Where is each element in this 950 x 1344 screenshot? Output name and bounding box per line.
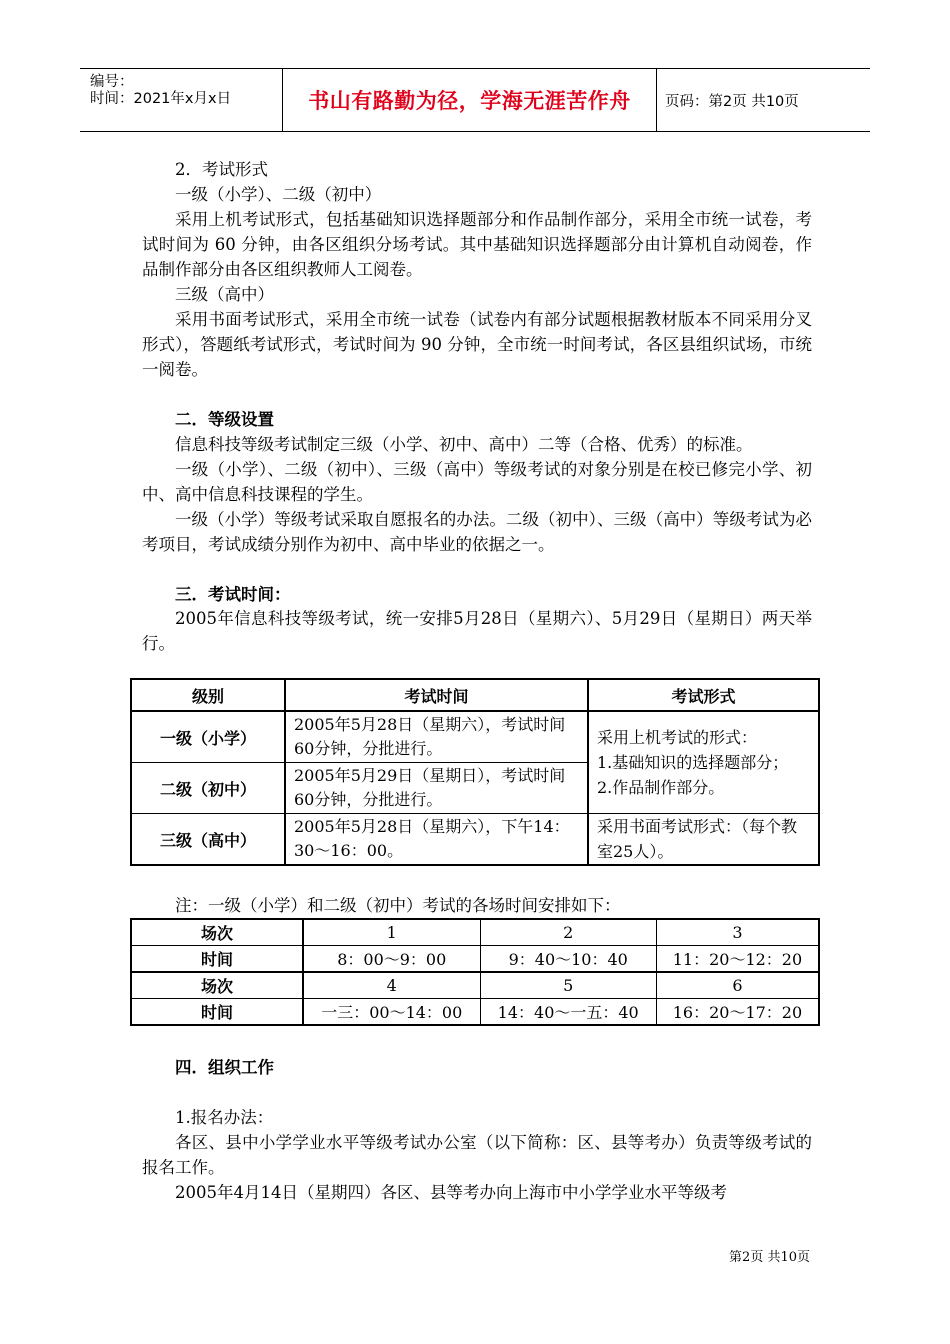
session-label: 场次 [131,972,303,999]
col-header-level: 级别 [131,679,285,711]
form-cell: 采用书面考试形式：（每个教室25人）。 [588,814,819,866]
page-header [80,68,870,132]
session-time-table [130,918,820,1026]
header-motto: 书山有路勤为径，学海无涯苦作舟 [282,69,657,131]
time-cell: 2005年5月28日（星期六），考试时间60分钟，分批进行。 [285,711,588,763]
org-heading: 四．组织工作 [175,1058,274,1077]
table-row [131,999,819,1026]
table-row [131,711,819,763]
time-para1: 2005年信息科技等级考试，统一安排5月28日（星期六）、5月29日（星期日）两天举行。 [142,609,812,653]
header-meta [80,69,282,131]
time-cell: 一三：00～14：00 [303,999,480,1026]
exam-form-para2: 采用书面考试形式，采用全市统一试卷（试卷内有部分试题根据教材版本不同采用分叉形式），答题纸考试形式，考试时间为 90 分钟，全市统一时间考试，各区县组织试场，市统一阅卷。 [142,310,812,379]
number-label: 编号： [90,74,134,90]
exam-schedule-table [130,678,820,866]
session-cell: 1 [303,919,480,946]
time-cell: 11：20～12：20 [656,946,819,973]
level-cell: 二级（初中） [131,763,285,814]
form-line: 1.基础知识的选择题部分； [597,753,789,772]
form-line: 采用上机考试的形式： [597,728,758,747]
form-cell-merged [588,711,819,814]
time-label: 时间：2021年x月x日 [90,91,232,107]
form-line: 2.作品制作部分。 [597,778,725,797]
table-row [131,814,819,866]
session-cell: 5 [480,972,656,999]
session-cell: 4 [303,972,480,999]
time-label: 时间 [131,999,303,1026]
levels-heading: 二．等级设置 [175,410,274,429]
time-cell: 8：00～9：00 [303,946,480,973]
exam-form-heading: 2．考试形式 [175,160,268,179]
session-cell: 3 [656,919,819,946]
levels-para3: 一级（小学）等级考试采取自愿报名的办法。二级（初中）、三级（高中）等级考试为必考项目，考试成绩分别作为初中、高中毕业的依据之一。 [142,510,812,554]
table-row [131,972,819,999]
exam-form-sub1: 一级（小学）、二级（初中） [175,185,382,204]
org-para1: 各区、县中小学学业水平等级考试办公室（以下简称：区、县等考办）负责等级考试的报名工作。 [142,1133,812,1177]
levels-para1: 信息科技等级考试制定三级（小学、初中、高中）二等（合格、优秀）的标准。 [175,435,753,454]
table-row [131,946,819,973]
levels-para2: 一级（小学）、二级（初中）、三级（高中）等级考试的对象分别是在校已修完小学、初中、高中信息科技课程的学生。 [142,460,812,504]
table-header-row [131,679,819,711]
exam-form-sub2: 三级（高中） [175,285,274,304]
time-cell: 16：20～17：20 [656,999,819,1026]
session-cell: 6 [656,972,819,999]
page-footer: 第2页 共10页 [729,1250,810,1265]
time-cell: 14：40～一五：40 [480,999,656,1026]
time-label: 时间 [131,946,303,973]
schedule-note: 注：一级（小学）和二级（初中）考试的各场时间安排如下： [175,896,621,915]
col-header-time: 考试时间 [285,679,588,711]
time-cell: 9：40～10：40 [480,946,656,973]
org-sub1: 1.报名办法： [175,1108,274,1127]
level-cell: 一级（小学） [131,711,285,763]
org-para2: 2005年4月14日（星期四）各区、县等考办向上海市中小学学业水平等级考 [175,1183,727,1202]
level-cell: 三级（高中） [131,814,285,866]
time-cell: 2005年5月29日（星期日），考试时间60分钟，分批进行。 [285,763,588,814]
exam-form-para1: 采用上机考试形式，包括基础知识选择题部分和作品制作部分，采用全市统一试卷，考试时间为 60 分钟，由各区组织分场考试。其中基础知识选择题部分由计算机自动阅卷，作品制作部分由各区组织教师人工阅卷。 [142,210,812,279]
time-heading: 三．考试时间： [175,585,291,604]
session-label: 场次 [131,919,303,946]
session-cell: 2 [480,919,656,946]
col-header-form: 考试形式 [588,679,819,711]
table-row [131,919,819,946]
time-cell: 2005年5月28日（星期六），下午14：30～16：00。 [285,814,588,866]
header-page-label: 页码：第2页 共10页 [665,93,799,110]
